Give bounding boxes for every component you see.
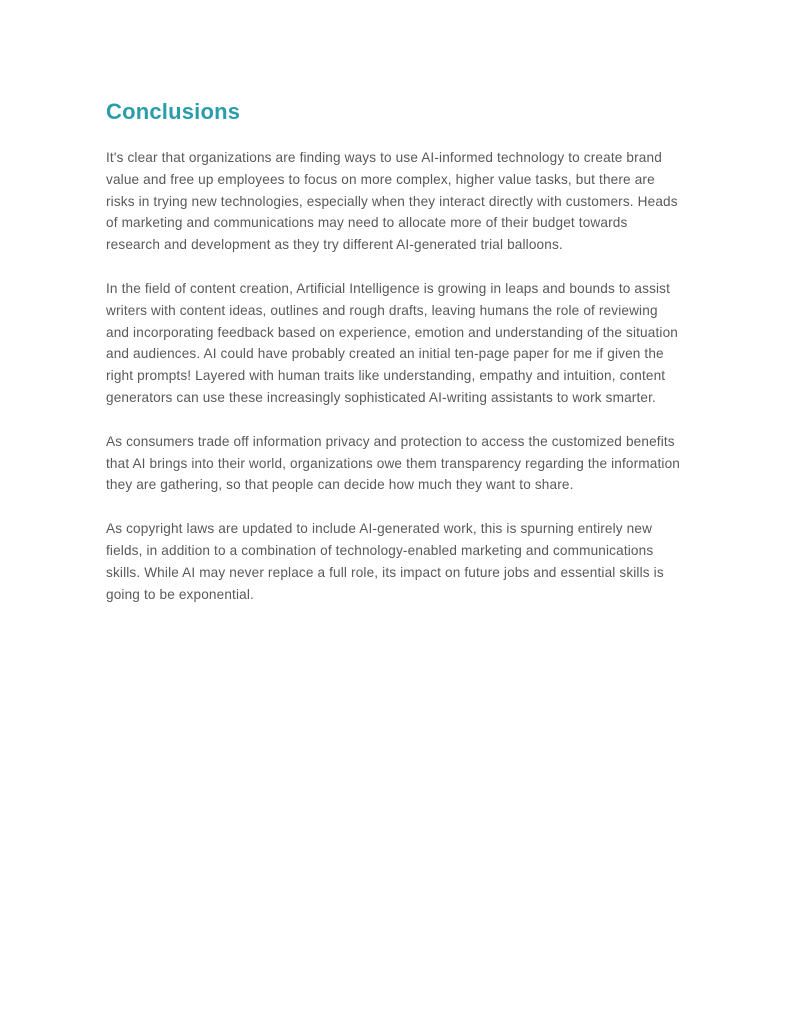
section-heading: Conclusions (106, 99, 241, 124)
paragraph-1: It's clear that organizations are finding ways to use AI-informed technology to create brand value and free up employees to focus on more complex, higher value tasks, but there are risks in trying new technologies, especially when they interact directly with customers. Heads of marketing and communications may need to allocate more of their budget towards research and development as they try different AI-generated trial balloons. (106, 150, 678, 253)
paragraph-2: In the field of content creation, Artificial Intelligence is growing in leaps and bounds to assist writers with content ideas, outlines and rough drafts, leaving humans the role of reviewing and incorporating feedback based on experience, emotion and understanding of the situation and audiences. AI could have probably created an initial ten-page paper for me if given the right prompts! Layered with human traits like understanding, empathy and intuition, content generators can use these increasingly sophisticated AI-writing assistants to work smarter. (106, 280, 678, 405)
paragraph-3: As consumers trade off information privacy and protection to access the customized benefits that AI brings into their world, organizations owe them transparency regarding the information they are gathering, so that people can decide how much they want to share. (106, 433, 681, 493)
paragraph-4: As copyright laws are updated to include AI-generated work, this is spurning entirely new fields, in addition to a combination of technology-enabled marketing and communications skills. While AI may never replace a full role, its impact on future jobs and essential skills is going to be exponential. (106, 521, 664, 602)
